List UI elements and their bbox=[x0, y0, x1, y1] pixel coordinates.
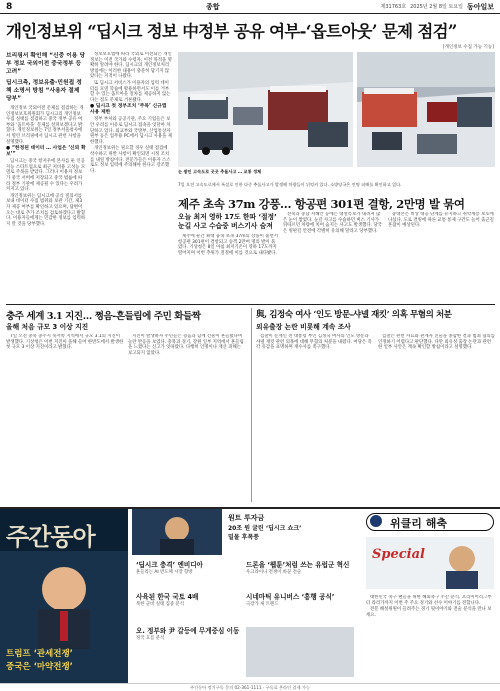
kimjungsook-headline: 與, 김정숙 여사 ‘인도 방문-샤넬 재킷’ 의혹 무혐의 처분 bbox=[256, 310, 452, 320]
photo-caption-body: 7일 오전 고속도로에서 폭설로 인한 다중 추돌사고가 발생해 차량들이 뒤엉켜 있다. 소방당국은 인명 피해를 확인하고 있다. bbox=[178, 182, 402, 187]
ad-contents bbox=[132, 509, 356, 683]
article-paragraph: 정보보호법에 따라 국외로 이전되는 개인정보는 이전 국가와 수령자, 이전 목적을 명확히 알려야 한다. 딥시크의 개인정보처리방침에는 이러한 내용이 충분히 담기지 않았다는 지적이 나왔다. bbox=[90, 52, 172, 80]
article-paragraph: 전북과 충남 서해안 등에는 대설특보가 내려져 많은 눈이 쌓였다. 눈길 사고를 수습하던 버스 기사가 뒤따르던 차량에 치여 숨지는 사고도 발생했다. 당국은 빙판길 안전에 각별히 유의해 달라고 당부했다. bbox=[283, 212, 382, 234]
ad-right-label: Special bbox=[372, 547, 425, 562]
ad-right-visual-image bbox=[366, 537, 494, 589]
ad-feature-title: 원트 투자금 bbox=[228, 514, 265, 522]
ad-cover-line-1: 트럼프 ‘관세전쟁’ bbox=[6, 649, 73, 659]
article-paragraph: 중대본은 비상 대응 단계를 유지하고 취약계층 보호에 나섰다. 도로 결빙에 따른 교통 통제 구간도 늘어 출근길 혼잡이 예상된다. bbox=[388, 212, 494, 229]
ad-thumbnail bbox=[246, 627, 354, 677]
kimjungsook-col-2 bbox=[378, 334, 495, 502]
traffic-pileup-photo-image bbox=[357, 52, 495, 167]
column-divider bbox=[251, 308, 252, 502]
snow-article-col-1 bbox=[178, 234, 278, 300]
ad-item-sub: 우크라이나 전쟁이 바꾼 전술 bbox=[246, 569, 302, 575]
weekly-donga-ad bbox=[0, 507, 500, 683]
ad-right-title: 위클리 해축 bbox=[390, 517, 447, 530]
ad-item-sub: 극장가 새 트렌드 bbox=[246, 601, 279, 607]
earthquake-headline: 충주 세계 3.1 지진… 쩡음-흔들림에 주민 화들짝 bbox=[6, 311, 201, 322]
ad-right-visual bbox=[366, 537, 494, 589]
earthquake-col-1 bbox=[6, 334, 124, 502]
ad-right-paragraph: 전문 해설위원이 들려주는 경기 뒷이야기와 전술 분석을 만나 보세요. bbox=[366, 607, 492, 618]
snow-deck-2: 눈길 사고 수습중 버스기사 숨져 bbox=[178, 222, 273, 230]
section-subhead: ● “한정된 데이터 … 사업은 ‘신뢰 확보’” bbox=[6, 146, 86, 158]
kimjungsook-subhead: 외유출장 논란 비롯해 계속 조사 bbox=[256, 323, 351, 331]
article-paragraph: 정부 부처와 공공기관, 주요 기업들은 보안 우려를 이유로 딥시크 접속을 잇달아 차단하고 있다. 외교부와 국방부, 산업통상자원부 등은 업무용 PC에서 딥시크 사용을 제한했다. bbox=[90, 117, 172, 145]
ad-item-title: 시네마틱 유니버스 ‘흥행 공식’ bbox=[246, 593, 335, 601]
ad-footer: 주간동아 정기구독 문의 02-361-1111 · 구독료 온라인 결제 가능 bbox=[0, 683, 500, 691]
section-divider bbox=[6, 304, 495, 305]
article-left-column bbox=[6, 52, 86, 302]
page-number: 8 bbox=[6, 1, 13, 12]
snow-highway-photo-image bbox=[178, 52, 353, 167]
article-paragraph: 개인정보위는 딥시크에 공식 질의서를 보내 데이터 수집 범위와 보관 기간, 제3자 제공 여부를 확인하고 있으며, 답변이 오는 대로 추가 조치를 검토하겠다고 밝혔다. 이용자들에게는 민감한 정보를 입력하지 말 것을 당부했다. bbox=[6, 193, 86, 227]
issue-date: 2025년 2월 8일 토요일 bbox=[410, 4, 463, 10]
ad-item-sub: 정국 흐름 분석 bbox=[136, 635, 165, 641]
ad-item-sub: 흔들리는 AI 반도체 시장 향방 bbox=[136, 569, 193, 575]
article-paragraph: 7일 오전 충북 충주시 북서쪽 지역에서 규모 3.1의 지진이 발생했다. 기상청은 이번 지진이 올해 들어 한반도에서 발생한 첫 규모 3 이상 지진이라고 밝혔다. bbox=[6, 334, 124, 351]
newspaper-brand: 동아일보 bbox=[466, 1, 494, 11]
traffic-pileup-photo bbox=[357, 52, 495, 167]
earthquake-subhead: 올해 처음 규모 3 이상 지진 bbox=[6, 323, 89, 331]
photo-caption bbox=[178, 169, 353, 181]
masthead bbox=[0, 0, 500, 14]
ad-item-title: 드론을 ‘웹툰’처럼 쓰는 유럽군 혁신 bbox=[246, 561, 350, 569]
snow-article-col-2 bbox=[283, 212, 383, 300]
ad-item-5[interactable] bbox=[136, 627, 240, 641]
article-paragraph: 또 딥시크 서비스가 이용자의 입력 데이터를 모델 학습에 활용하면서도 이를 거부할 수 있는 옵트아웃 절차를 제공하지 않는다는 점도 문제로 거론됐다. bbox=[90, 80, 171, 103]
article-paragraph: 개인정보위는 필요할 경우 실태 점검에 착수하고 위반 사항이 확인되면 시정 조치를 내릴 방침이다. 전문가들은 이용자 스스로도 정보 입력에 주의해야 한다고 강조했다. bbox=[90, 146, 171, 174]
ad-item-3[interactable] bbox=[136, 593, 240, 607]
ad-item-title: 사육된 한국 국토 4배 bbox=[136, 593, 199, 601]
ad-cover-line-2: 중국은 ‘마약전쟁’ bbox=[6, 662, 73, 672]
ad-right-paragraph: 대한민국 축구 팬들을 위한 해외축구 주간 분석. 프리미어리그부터 라리가까지 이번 주 주요 경기와 선수 이야기를 전합니다. bbox=[366, 595, 492, 606]
ad-cover[interactable] bbox=[0, 509, 128, 683]
section-subhead: ● 딥시크 첫 정부조치 ‘주목’ 신규앱 사용 제한 bbox=[90, 104, 167, 116]
ad-magazine-title: 주간동아 bbox=[6, 522, 95, 551]
article-paragraph: 지진이 발생하자 주민들은 굉음과 함께 건물이 흔들렸다며 놀란 반응을 보였다. 충북과 경기, 강원 일부 지역에서 흔들림을 느꼈다는 신고가 잇따랐다. 다행히 인명이나 재산 피해는 보고되지 않았다. bbox=[128, 334, 244, 356]
ad-item-title: ‘딥시크 충격’ 엔비디아 bbox=[136, 561, 203, 569]
section-label: 종합 bbox=[206, 2, 220, 11]
headline-tag: [개인정보 수집 가능 기능] bbox=[442, 45, 494, 50]
lede-subhead: 브리핑서 확인해 “신중 이용 당부 정보 국외이전 중국정부 등 고려” bbox=[6, 53, 86, 75]
ad-right-body bbox=[366, 595, 494, 679]
article-paragraph: 딥시크는 중국 항저우에 본사를 둔 인공지능 스타트업으로 최근 저비용 고성능 모델로 주목을 받았다. 그러나 이용자 정보가 중국 서버에 저장되고 중국 법률에 따라 정부 기관에 제공될 수 있다는 우려가 커지고 있다. bbox=[6, 159, 86, 193]
ad-feature-line-3: 밀물 후폭풍 bbox=[228, 534, 260, 541]
earthquake-col-2 bbox=[128, 334, 246, 502]
kimjungsook-col-1 bbox=[256, 334, 373, 502]
ad-item-4[interactable] bbox=[246, 593, 354, 607]
ad-item-sub: 북한 군비 실태 집중 분석 bbox=[136, 601, 184, 607]
ad-right-panel bbox=[360, 509, 500, 683]
snow-deck-1: 오늘 최저 영하 17도 한파 ‘절정’ bbox=[178, 213, 277, 221]
snow-headline: 제주 초속 37m 강풍… 항공편 301편 결항, 2만명 발 묶여 bbox=[178, 197, 465, 211]
ball-icon bbox=[370, 515, 382, 527]
ad-item-title: 오. 정부와 尹 갈등에 무게중심 이동 bbox=[136, 627, 240, 635]
ad-feature-photo-image bbox=[132, 509, 222, 555]
lede-subhead-2: 딥시크측, 정보유출-민원접 정책 소명서 방침 “사용자 절제 당부” bbox=[6, 80, 82, 102]
article-mid-column bbox=[90, 52, 172, 302]
article-paragraph: 검찰은 관련 자료와 관계자 진술을 종합한 결과 범죄 혐의를 인정하기 어렵다고 판단했다. 다만 외유성 출장 논란과 관련한 일부 사안은 계속 확인할 방침이라고 설명했다. bbox=[378, 334, 495, 351]
ad-item-1[interactable] bbox=[136, 561, 240, 575]
ad-feature-line-2: 20조 원 굴린 ‘딥시크 쇼크’ bbox=[228, 525, 302, 532]
article-paragraph: 개인정보 국외이전 문제를 점검하는 개인정보보호위원회가 딥시크의 개인정보 수집 실태를 점검하고 중국 정부 공유 여부와 ‘옵트아웃’ 문제를 살펴보겠다고 밝혔다. 개인정보위는 7일 정부서울청사에서 열린 브리핑에서 딥시크 관련 사항을 설명했다. bbox=[6, 106, 84, 145]
snow-highway-photo bbox=[178, 52, 353, 167]
main-headline: 개인정보위 “딥시크 정보 中정부 공유 여부-‘옵트아웃’ 문제 점검” bbox=[6, 22, 457, 41]
ad-item-2[interactable] bbox=[246, 561, 354, 575]
ad-feature-photo bbox=[132, 509, 222, 555]
article-paragraph: 검찰이 문재인 전 대통령 부인 김정숙 여사의 인도 방문과 샤넬 재킷 관련 의혹에 대해 무혐의 처분을 내렸다. 여당은 즉각 유감을 표명하며 재수사를 촉구했다. bbox=[256, 334, 372, 351]
article-paragraph: 제주에 순간 최대 풍속 초속 37m의 강풍이 불면서 항공편 301편이 결항되고 승객 2만여 명의 발이 묶였다. 기상청은 8일 아침 최저기온이 영하 17도까지 떨어지며 이번 추위가 절정에 이를 것으로 내다봤다. bbox=[178, 234, 278, 256]
photo-caption-title: 눈 쌓인 고속도로 곳곳 추돌사고 … 교통 정체 bbox=[178, 169, 262, 174]
issue-number: 제31763호 bbox=[380, 4, 407, 10]
snow-article-col-3 bbox=[388, 212, 495, 300]
